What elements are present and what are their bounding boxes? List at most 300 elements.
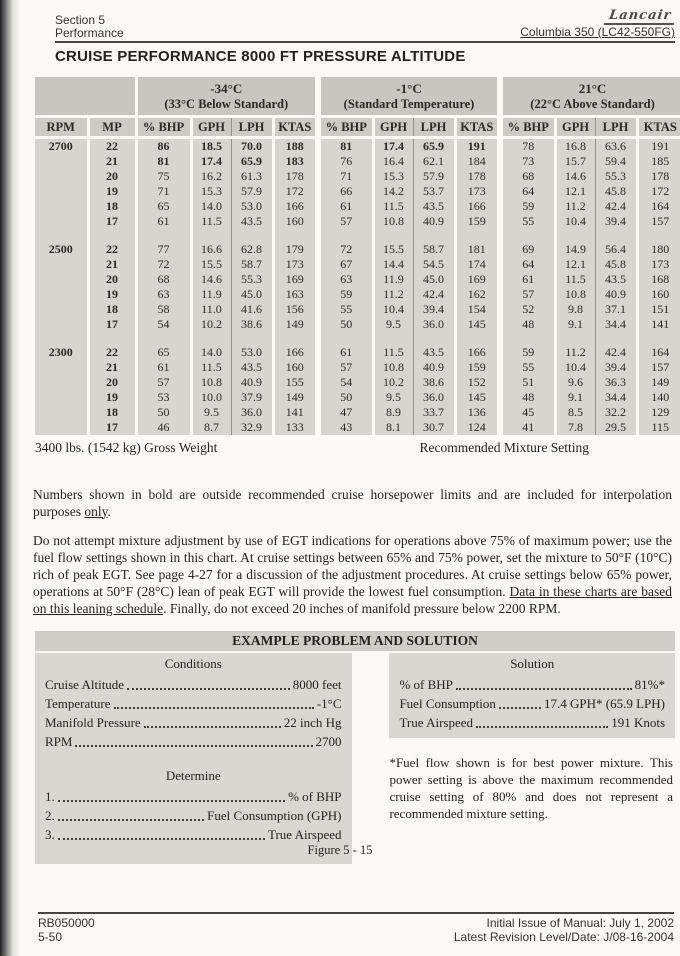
- temp-group-hot-header: [500, 77, 680, 117]
- mp-cell: 21: [88, 360, 136, 375]
- table-cell: 7.8: [555, 420, 595, 435]
- note-text: .: [107, 503, 111, 519]
- table-cell: 42.4: [413, 287, 455, 302]
- table-cell: 14.4: [373, 257, 413, 272]
- table-cell: 145: [455, 317, 500, 332]
- gross-weight-note: 3400 lbs. (1542 kg) Gross Weight: [35, 440, 218, 455]
- table-cell: 166: [273, 199, 318, 214]
- determine-number: 1.: [45, 789, 55, 804]
- separator-cell: [88, 229, 136, 242]
- table-cell: 81: [136, 154, 191, 169]
- table-cell: 45: [500, 405, 555, 420]
- table-cell: 71: [318, 169, 373, 184]
- table-cell: 61.3: [231, 169, 273, 184]
- dot-leader: [58, 819, 204, 821]
- table-cell: 115: [637, 420, 680, 435]
- table-cell: 10.0: [191, 390, 231, 405]
- determine-heading: Determine: [165, 768, 221, 783]
- determine-number: 3.: [45, 827, 55, 842]
- footer-right: [454, 916, 674, 944]
- dot-leader: [75, 745, 312, 747]
- separator-cell: [595, 332, 637, 345]
- table-cell: 17.4: [373, 138, 413, 155]
- table-cell: 38.6: [231, 317, 273, 332]
- table-cell: 164: [637, 199, 680, 214]
- table-cell: 45.8: [595, 184, 637, 199]
- rpm-cell: [35, 154, 88, 169]
- separator-cell: [637, 332, 680, 345]
- dot-leader: [144, 726, 281, 728]
- table-cell: 53.0: [231, 345, 273, 360]
- table-cell: 39.4: [595, 214, 637, 229]
- rpm-cell: [35, 375, 88, 390]
- solution-row: [399, 675, 665, 694]
- table-cell: 140: [637, 390, 680, 405]
- conditions-box: [35, 653, 352, 864]
- table-cell: 51: [500, 375, 555, 390]
- table-cell: 14.0: [191, 199, 231, 214]
- table-cell: 173: [273, 257, 318, 272]
- table-cell: 36.0: [413, 390, 455, 405]
- col-header-lph: LPH: [413, 117, 455, 138]
- table-cell: 57: [500, 287, 555, 302]
- table-cell: 141: [637, 317, 680, 332]
- table-head: [35, 77, 680, 138]
- mp-cell: 17: [88, 317, 136, 332]
- table-cell: 69: [500, 242, 555, 257]
- note-underlined-text: only: [84, 503, 108, 519]
- separator-cell: [595, 229, 637, 242]
- rpm-cell: 2500: [35, 242, 88, 257]
- table-cell: 9.5: [373, 317, 413, 332]
- table-cell: 40.9: [595, 287, 637, 302]
- table-cell: 15.3: [191, 184, 231, 199]
- table-row: [35, 214, 680, 229]
- table-cell: 75: [136, 169, 191, 184]
- table-cell: 41: [500, 420, 555, 435]
- separator-cell: [35, 332, 88, 345]
- separator-cell: [136, 332, 191, 345]
- table-cell: 11.5: [373, 199, 413, 214]
- table-row: [35, 272, 680, 287]
- mp-cell: 18: [88, 302, 136, 317]
- solution-column: [389, 653, 675, 864]
- table-cell: 64: [500, 184, 555, 199]
- cruise-performance-table-wrap: [35, 77, 676, 435]
- table-cell: 43.5: [413, 199, 455, 214]
- table-cell: 188: [273, 138, 318, 155]
- col-header-gph: GPH: [555, 117, 595, 138]
- document-footer: [38, 912, 674, 944]
- table-cell: 56.4: [595, 242, 637, 257]
- rpm-cell: [35, 184, 88, 199]
- mp-cell: 19: [88, 184, 136, 199]
- table-cell: 55.3: [595, 169, 637, 184]
- table-cell: 72: [136, 257, 191, 272]
- temp-description: (Standard Temperature): [343, 96, 475, 111]
- table-row: [35, 154, 680, 169]
- table-cell: 8.5: [555, 405, 595, 420]
- table-cell: 8.9: [373, 405, 413, 420]
- table-cell: 53.0: [231, 199, 273, 214]
- table-cell: 71: [136, 184, 191, 199]
- col-header-ktas: KTAS: [273, 117, 318, 138]
- determine-row: [45, 825, 342, 844]
- table-cell: 152: [455, 375, 500, 390]
- condition-row: [45, 732, 342, 751]
- mp-cell: 20: [88, 169, 136, 184]
- table-cell: 10.8: [191, 375, 231, 390]
- temp-value: -34°C: [210, 80, 243, 96]
- table-cell: 30.7: [413, 420, 455, 435]
- table-cell: 55: [318, 302, 373, 317]
- table-footnotes-line: [35, 440, 675, 456]
- lancair-logo: Lancair: [604, 8, 677, 25]
- table-cell: 9.8: [555, 302, 595, 317]
- table-cell: 43: [318, 420, 373, 435]
- dot-leader: [58, 838, 265, 840]
- header-left: [55, 14, 124, 40]
- table-cell: 77: [136, 242, 191, 257]
- footer-left: [38, 916, 95, 944]
- mixture-adjustment-paragraph: [33, 532, 672, 617]
- rpm-cell: [35, 169, 88, 184]
- condition-label: RPM: [45, 734, 73, 749]
- mp-cell: 21: [88, 257, 136, 272]
- table-cell: 61: [318, 345, 373, 360]
- table-cell: 57: [136, 375, 191, 390]
- mp-cell: 19: [88, 390, 136, 405]
- table-cell: 37.9: [231, 390, 273, 405]
- header-right: [520, 8, 675, 40]
- table-row: [35, 169, 680, 184]
- mp-cell: 20: [88, 375, 136, 390]
- col-header-rpm: RPM: [35, 117, 88, 138]
- table-cell: 54.5: [413, 257, 455, 272]
- table-cell: 38.6: [413, 375, 455, 390]
- table-cell: 59: [318, 287, 373, 302]
- table-cell: 73: [500, 154, 555, 169]
- table-cell: 11.5: [555, 272, 595, 287]
- solution-row: [399, 694, 665, 713]
- mp-cell: 22: [88, 242, 136, 257]
- paragraph-text: . Finally, do not exceed 20 inches of manifold pressure below 2200 RPM.: [163, 600, 561, 616]
- table-cell: 63: [318, 272, 373, 287]
- table-row: [35, 302, 680, 317]
- table-cell: 40.9: [231, 375, 273, 390]
- separator-cell: [413, 229, 455, 242]
- table-cell: 62.1: [413, 154, 455, 169]
- separator-cell: [555, 229, 595, 242]
- col-header-gph: GPH: [373, 117, 413, 138]
- table-cell: 155: [273, 375, 318, 390]
- table-cell: 40.9: [413, 360, 455, 375]
- table-cell: 9.5: [191, 405, 231, 420]
- table-cell: 47: [318, 405, 373, 420]
- group-separator-row: [35, 229, 680, 242]
- rpm-cell: [35, 214, 88, 229]
- table-cell: 36.0: [413, 317, 455, 332]
- dot-leader: [499, 707, 541, 709]
- table-cell: 179: [273, 242, 318, 257]
- table-cell: 11.5: [373, 345, 413, 360]
- table-cell: 149: [273, 390, 318, 405]
- table-cell: 172: [637, 184, 680, 199]
- dot-leader: [58, 800, 285, 802]
- table-cell: 166: [455, 199, 500, 214]
- solution-label: True Airspeed: [399, 715, 473, 730]
- table-cell: 37.1: [595, 302, 637, 317]
- col-header-lph: LPH: [231, 117, 273, 138]
- table-cell: 61: [500, 272, 555, 287]
- mp-cell: 22: [88, 138, 136, 155]
- condition-label: Manifold Pressure: [45, 715, 141, 730]
- table-cell: 46: [136, 420, 191, 435]
- table-cell: 58.7: [231, 257, 273, 272]
- table-cell: 10.2: [373, 375, 413, 390]
- table-cell: 61: [318, 199, 373, 214]
- table-row: [35, 138, 680, 155]
- table-cell: 9.1: [555, 390, 595, 405]
- table-cell: 160: [637, 287, 680, 302]
- separator-cell: [413, 332, 455, 345]
- temp-description: (22°C Above Standard): [530, 96, 655, 111]
- cruise-performance-table: [35, 77, 680, 435]
- paragraph-underlined-text: Data in these charts are based on this leaning schedule: [33, 583, 672, 616]
- col-header-lph: LPH: [595, 117, 637, 138]
- condition-value: 22 inch Hg: [283, 715, 342, 730]
- table-cell: 45.0: [231, 287, 273, 302]
- table-cell: 72: [318, 242, 373, 257]
- table-cell: 8.7: [191, 420, 231, 435]
- table-cell: 62.8: [231, 242, 273, 257]
- table-cell: 36.3: [595, 375, 637, 390]
- table-cell: 180: [637, 242, 680, 257]
- table-cell: 34.4: [595, 317, 637, 332]
- table-cell: 168: [637, 272, 680, 287]
- table-cell: 191: [455, 138, 500, 155]
- separator-cell: [191, 229, 231, 242]
- table-cell: 42.4: [595, 345, 637, 360]
- table-cell: 55: [500, 214, 555, 229]
- revision-date: Latest Revision Level/Date: J/08-16-2004: [453, 930, 674, 944]
- table-cell: 124: [455, 420, 500, 435]
- col-header-mp: MP: [88, 117, 136, 138]
- table-cell: 50: [318, 317, 373, 332]
- table-cell: 169: [273, 272, 318, 287]
- table-row: [35, 257, 680, 272]
- table-cell: 59: [500, 199, 555, 214]
- table-cell: 154: [455, 302, 500, 317]
- table-row: [35, 184, 680, 199]
- table-cell: 53.7: [413, 184, 455, 199]
- table-cell: 159: [455, 214, 500, 229]
- table-cell: 10.4: [555, 360, 595, 375]
- table-cell: 65: [136, 345, 191, 360]
- rpm-cell: [35, 360, 88, 375]
- table-cell: 78: [500, 138, 555, 155]
- separator-cell: [35, 229, 88, 242]
- table-cell: 66: [318, 184, 373, 199]
- note-text: Numbers shown in bold are outside recommended cruise horsepower limits and are included for interpolation purposes: [33, 486, 672, 519]
- table-row: [35, 390, 680, 405]
- table-cell: 166: [455, 345, 500, 360]
- table-row: [35, 360, 680, 375]
- table-cell: 86: [136, 138, 191, 155]
- separator-cell: [318, 229, 373, 242]
- table-cell: 63.6: [595, 138, 637, 155]
- table-cell: 53: [136, 390, 191, 405]
- table-cell: 184: [455, 154, 500, 169]
- separator-cell: [231, 229, 273, 242]
- table-cell: 151: [637, 302, 680, 317]
- separator-cell: [191, 332, 231, 345]
- condition-value: -1°C: [316, 696, 342, 711]
- table-cell: 174: [455, 257, 500, 272]
- table-cell: 81: [318, 138, 373, 155]
- table-cell: 173: [455, 184, 500, 199]
- mp-cell: 17: [88, 420, 136, 435]
- table-row: [35, 242, 680, 257]
- table-row: [35, 199, 680, 214]
- table-cell: 34.4: [595, 390, 637, 405]
- table-cell: 11.5: [191, 214, 231, 229]
- table-cell: 162: [455, 287, 500, 302]
- separator-cell: [318, 332, 373, 345]
- separator-cell: [373, 332, 413, 345]
- table-cell: 8.1: [373, 420, 413, 435]
- table-cell: 54: [136, 317, 191, 332]
- table-cell: 10.4: [373, 302, 413, 317]
- table-cell: 159: [455, 360, 500, 375]
- fuel-flow-footnote: *Fuel flow shown is for best power mixture. This power setting is above the maximum recommended cruise setting of 80% and does not represent a recommended mixture setting.: [389, 755, 673, 821]
- table-row: [35, 317, 680, 332]
- scan-edge-artifact: [0, 0, 20, 956]
- condition-value: 8000 feet: [292, 677, 342, 692]
- rpm-cell: [35, 257, 88, 272]
- table-cell: 10.8: [373, 360, 413, 375]
- table-cell: 11.9: [373, 272, 413, 287]
- mp-cell: 19: [88, 287, 136, 302]
- table-cell: 50: [136, 405, 191, 420]
- table-cell: 43.5: [231, 214, 273, 229]
- table-cell: 61: [136, 214, 191, 229]
- rpm-cell: 2300: [35, 345, 88, 360]
- rpm-cell: 2700: [35, 138, 88, 155]
- table-cell: 16.2: [191, 169, 231, 184]
- separator-cell: [88, 332, 136, 345]
- solution-value: 191 Knots: [611, 715, 665, 730]
- table-cell: 11.5: [191, 360, 231, 375]
- condition-value: 2700: [315, 734, 342, 749]
- table-cell: 9.6: [555, 375, 595, 390]
- separator-cell: [455, 229, 500, 242]
- col-header-bhp: % BHP: [500, 117, 555, 138]
- table-cell: 32.9: [231, 420, 273, 435]
- conditions-heading: Conditions: [164, 656, 222, 671]
- table-cell: 160: [273, 360, 318, 375]
- table-cell: 65: [136, 199, 191, 214]
- mp-cell: 18: [88, 405, 136, 420]
- table-cell: 50: [318, 390, 373, 405]
- table-cell: 11.2: [555, 199, 595, 214]
- table-cell: 39.4: [595, 360, 637, 375]
- chapter-label: Performance: [55, 26, 124, 40]
- col-header-ktas: KTAS: [455, 117, 500, 138]
- table-cell: 57.9: [231, 184, 273, 199]
- table-cell: 145: [455, 390, 500, 405]
- table-row: [35, 345, 680, 360]
- table-cell: 181: [455, 242, 500, 257]
- solution-label: Fuel Consumption: [399, 696, 496, 711]
- table-cell: 172: [273, 184, 318, 199]
- paragraph-text: Do not attempt mixture adjustment by use of EGT indications for operations above 75% of maximum power; use the fuel flow settings shown in this chart. At cruise settings between 65% and 75% power, set the mixture to 50°F (10°C) rich of peak EGT. See page 4-27 for a discussion of the adjustment procedures. At cruise settings below 65% power, operations at 50°F (28°C) lean of peak EGT will provide the lowest fuel consumption.: [33, 532, 672, 599]
- rpm-cell: [35, 272, 88, 287]
- solution-box: [389, 653, 675, 738]
- table-cell: 164: [637, 345, 680, 360]
- table-cell: 43.5: [413, 345, 455, 360]
- separator-cell: [231, 332, 273, 345]
- table-cell: 129: [637, 405, 680, 420]
- temperature-header-row: [35, 77, 680, 117]
- table-cell: 43.5: [231, 360, 273, 375]
- table-cell: 33.7: [413, 405, 455, 420]
- col-header-gph: GPH: [191, 117, 231, 138]
- table-cell: 45.0: [413, 272, 455, 287]
- table-cell: 166: [273, 345, 318, 360]
- aircraft-model-label: Columbia 350 (LC42-550FG): [520, 25, 675, 39]
- figure-caption: Figure 5 - 15: [307, 843, 373, 857]
- table-cell: 58.7: [413, 242, 455, 257]
- temp-description: (33°C Below Standard): [164, 96, 289, 111]
- table-cell: 42.4: [595, 199, 637, 214]
- table-cell: 65.9: [231, 154, 273, 169]
- table-cell: 32.2: [595, 405, 637, 420]
- table-cell: 178: [637, 169, 680, 184]
- determine-value: Fuel Consumption (GPH): [207, 808, 342, 823]
- document-header: [55, 8, 675, 43]
- rpm-cell: [35, 317, 88, 332]
- solution-row: [399, 713, 665, 732]
- col-header-bhp: % BHP: [318, 117, 373, 138]
- solution-label: % of BHP: [399, 677, 453, 692]
- table-cell: 39.4: [413, 302, 455, 317]
- table-cell: 65.9: [413, 138, 455, 155]
- dot-leader: [476, 726, 608, 728]
- condition-label: Cruise Altitude: [45, 677, 125, 692]
- table-cell: 41.6: [231, 302, 273, 317]
- table-cell: 18.5: [191, 138, 231, 155]
- table-cell: 14.2: [373, 184, 413, 199]
- condition-row: [45, 694, 342, 713]
- table-cell: 57: [318, 214, 373, 229]
- table-cell: 157: [637, 214, 680, 229]
- table-cell: 45.8: [595, 257, 637, 272]
- page-title: CRUISE PERFORMANCE 8000 FT PRESSURE ALTITUDE: [55, 48, 466, 65]
- table-cell: 141: [273, 405, 318, 420]
- table-cell: 9.1: [555, 317, 595, 332]
- table-cell: 54: [318, 375, 373, 390]
- rpm-cell: [35, 405, 88, 420]
- table-cell: 48: [500, 390, 555, 405]
- group-separator-row: [35, 332, 680, 345]
- table-cell: 58: [136, 302, 191, 317]
- temp-value: 21°C: [578, 80, 607, 96]
- determine-value: % of BHP: [288, 789, 342, 804]
- table-cell: 67: [318, 257, 373, 272]
- table-cell: 36.0: [231, 405, 273, 420]
- table-cell: 173: [637, 257, 680, 272]
